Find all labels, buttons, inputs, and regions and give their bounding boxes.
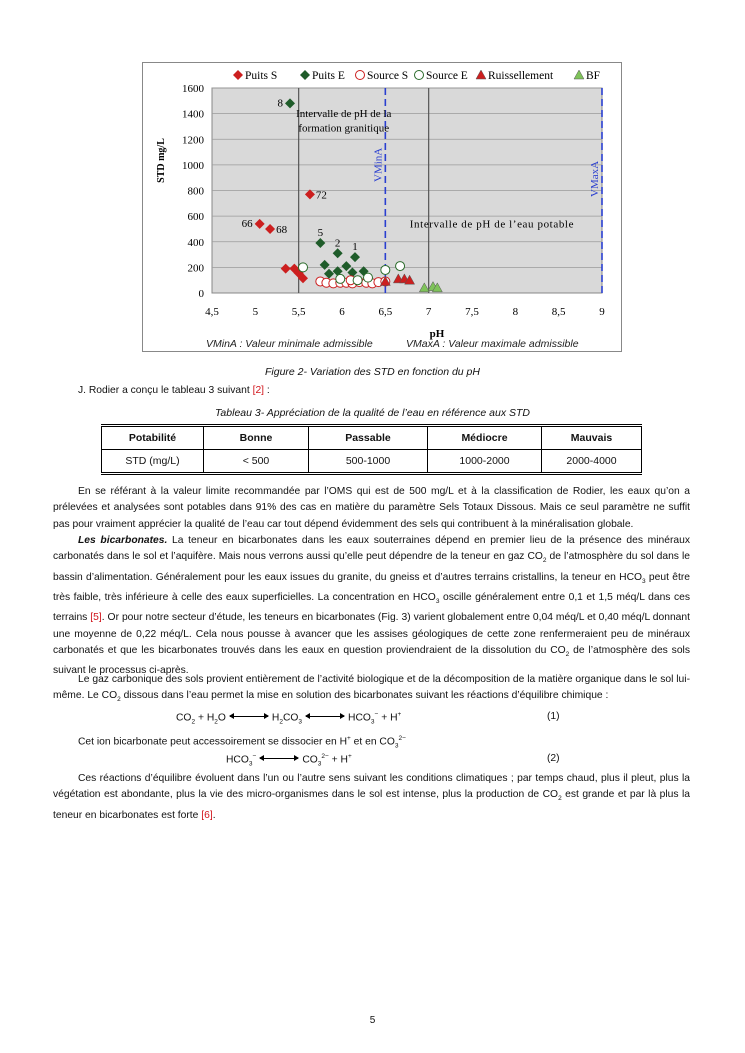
data-label: 1 — [352, 241, 358, 254]
data-point — [396, 262, 405, 271]
data-point — [299, 263, 308, 272]
paragraph-equilibre: Ces réactions d’équilibre évoluent dans l’un ou l’autre sens suivant les conditions climatiques ; par temps chaud, plus il pleut, plus la végétation est abondante, plus la vie des micro-organismes dans le sol est intense, plus la production de $CO_2$ est grande et par là plus la teneur en bicarbonates est forte [6]. — [53, 773, 690, 821]
data-label: 68 — [276, 223, 288, 236]
p5-text-a: Ces réactions d’équilibre évoluent dans l’un ou l’autre sens suivant les conditions climatiques ; par temps chaud, plus il pleut, plus la végétation est abondante, plus la vie des micro-organismes dans le sol est intense, plus la production de CO — [53, 773, 690, 801]
table-header: Mauvais — [542, 426, 642, 450]
data-label: 72 — [315, 189, 327, 202]
equation-2: $HCO_3^-$ $CO_3^{2-} + H^+$ — [226, 753, 352, 768]
intro-end: : — [264, 385, 270, 396]
vline-label-vmaxa: VMaxA — [589, 160, 601, 197]
std-quality-table — [101, 424, 642, 475]
table-header: Passable — [309, 426, 428, 450]
p2-text-a: La teneur en bicarbonates dans les eaux souterraines dépend en premier lieu de la présence des minéraux carbonatés dans le sol et l’aquifère. Mais nous verrons aussi qu’elle peut dépendre de la teneur en gaz CO — [53, 535, 690, 563]
p2-text-b: de l’atmosphère du sol dans le bassin d’alimentation. Généralement pour les eaux issues du granite, du gneiss et d’autres terrains cristallins, la teneur en HCO — [53, 551, 690, 583]
table-header: Médiocre — [428, 426, 542, 450]
legend-marker — [356, 71, 365, 80]
y-tick-label: 400 — [187, 236, 204, 249]
table-cell: STD (mg/L) — [102, 450, 204, 474]
table-caption: Tableau 3- Appréciation de la qualité de l’eau en référence aux STD — [214, 407, 530, 419]
p4-text-b: et en CO — [350, 736, 395, 748]
data-label: 66 — [241, 217, 253, 230]
p2-text-e: . Or pour notre secteur d’étude, les teneurs en bicarbonates (Fig. 3) varient globalement entre 0,04 méq/L et 0,40 méq/L donnant une moyenne de 0,22 méq/L. Cela nous pousse à avancer que les assises géologiques de cette zone renfermeraient peu de minéraux carbonatés et que les bicarbonates trouvés dans les eaux en question proviendraient de la dissolution du CO — [53, 612, 691, 656]
x-tick-label: 4,5 — [205, 306, 219, 318]
data-label: 2 — [334, 237, 341, 250]
paragraph-gaz-carbonique: Le gaz carbonique des sols provient entièrement de l’activité biologique et de la décomposition de la matière organique dans le sol lui-même. Le $CO_2$ dissous dans l’eau permet la mise en solution des bicarbonates suivant les réactions d’équilibre chimique : — [53, 674, 690, 704]
data-label: 8 — [277, 97, 283, 110]
x-tick-label: 8,5 — [551, 306, 566, 318]
legend-marker — [415, 71, 424, 80]
p4-text-a: Cet ion bicarbonate peut accessoirement se dissocier en H — [78, 736, 348, 748]
table-header-row — [102, 426, 642, 450]
data-label: 5 — [317, 227, 324, 240]
vline-label-vmina: VMinA — [372, 147, 385, 182]
x-tick-label: 9 — [599, 306, 605, 318]
data-point — [381, 265, 390, 274]
p2-text-c: peut être très faible, très inférieure à celle des eaux superficielles. La concentration en HCO — [53, 571, 690, 603]
bicarbonates-heading: Les bicarbonates. — [78, 535, 168, 546]
legend-label: Source E — [426, 70, 468, 82]
legend-label: BF — [586, 70, 601, 82]
table-row — [102, 450, 642, 474]
x-tick-label: 6,5 — [378, 306, 393, 318]
intro-text: J. Rodier a conçu le tableau 3 suivant — [78, 385, 250, 396]
x-tick-label: 7 — [425, 306, 432, 318]
legend-label: Puits S — [245, 70, 278, 82]
ref-6[interactable]: [6] — [201, 809, 213, 821]
y-tick-label: 600 — [187, 211, 204, 224]
p5-text-b: est grande et par là plus la teneur en bicarbonates est forte — [53, 789, 690, 821]
legend-label: Puits E — [312, 70, 345, 82]
y-tick-label: 0 — [198, 288, 204, 300]
data-point — [364, 273, 373, 282]
p5-text-c: . — [212, 809, 216, 821]
vmaxa-note: VMaxA : Valeur maximale admissible — [406, 338, 579, 350]
legend-label: Ruissellement — [488, 70, 554, 82]
p3-text-a: Le gaz carbonique des sols provient entièrement de l’activité biologique et de la décomposition de la matière organique dans le sol lui-même. Le CO — [53, 674, 690, 702]
x-tick-label: 6 — [339, 306, 345, 318]
p2-text-f: de l’atmosphère des sols suivant le processus ci-après. — [53, 644, 690, 677]
y-tick-label: 800 — [187, 185, 204, 198]
annotation-potable: Intervalle de pH de l’eau potable — [409, 218, 575, 231]
ref-5[interactable]: [5] — [90, 612, 102, 624]
annotation-granite-1: Intervalle de pH de la — [296, 107, 392, 120]
x-tick-label: 8 — [512, 306, 519, 318]
x-tick-label: 7,5 — [465, 306, 479, 318]
table-cell: 1000-2000 — [428, 450, 542, 474]
table-header: Bonne — [204, 426, 309, 450]
y-tick-label: 1400 — [182, 108, 204, 121]
p3-text-b: dissous dans l’eau permet la mise en solution des bicarbonates suivant les réactions d’équilibre chimique : — [120, 690, 609, 702]
x-axis-label: pH — [429, 328, 445, 340]
legend-label: Source S — [367, 70, 409, 82]
x-tick-label: 5,5 — [291, 306, 306, 318]
table-cell: 500-1000 — [309, 450, 428, 474]
page-number: 5 — [369, 1015, 376, 1026]
y-tick-label: 1600 — [182, 83, 204, 95]
y-axis-label: STD mg/L — [156, 138, 167, 183]
std-ph-chart — [142, 62, 622, 352]
intro-line — [78, 385, 270, 396]
data-point — [336, 274, 345, 283]
annotation-granite-2: formation granitique — [298, 122, 390, 135]
vmina-note: VMinA : Valeur minimale admissible — [206, 338, 373, 350]
paragraph-bicarbonates: Les bicarbonates. La teneur en bicarbonates dans les eaux souterraines dépend en premier lieu de la présence des minéraux carbonatés dans le sol et l’aquifère. Mais nous verrons aussi qu’elle peut dépendre de la teneur en gaz $CO_2$ de l’atmosphère du sol dans le bassin d’alimentation. Généralement pour les eaux issues du granite, du gneiss et d’autres terrains cristallins, la teneur en $HCO_3$ peut être très faible, très inférieure à celle des eaux superficielles. La concentration en $HCO_3$ oscille généralement entre 0,1 et 1,5 méq/L dans ces terrains [5]. Or pour notre secteur d’étude, les teneurs en bicarbonates (Fig. 3) varient globalement entre 0,04 méq/L et 0,40 méq/L donnant une moyenne de 0,22 méq/L. Cela nous pousse à avancer que les assises géologiques de cette zone renfermeraient peu de minéraux carbonatés et que les bicarbonates trouvés dans les eaux en question proviendraient de la dissolution du $CO_2$ de l’atmosphère des sols suivant le processus ci-après. — [53, 535, 691, 677]
y-tick-label: 1000 — [182, 159, 204, 172]
paragraph-oms: En se référant à la valeur limite recommandée par l’OMS qui est de 500 mg/L et à la classification de Rodier, les eaux qu’on a prélevées et analysées sont potables dans 91% des cas en matière du paramètre Sels Totaux Dissous. Mais ce seul paramètre ne suffit pas pour vraiment apprécier la qualité de l’eau car tout dépend évidemment des sels qui contribuent à la minéralisation globale. — [53, 486, 690, 530]
equation-1-number: (1) — [547, 711, 560, 722]
y-tick-label: 1200 — [182, 134, 204, 147]
data-point — [353, 276, 362, 285]
figure-caption: Figure 2- Variation des STD en fonction du pH — [265, 366, 480, 378]
equation-2-number: (2) — [547, 753, 560, 764]
equation-1: $CO_2 + H_2O$ $H_2CO_3$ $HCO_3^- + H^+$ — [176, 711, 402, 726]
table-header: Potabilité — [102, 426, 204, 450]
table-cell: 2000-4000 — [542, 450, 642, 474]
paragraph-dissociation: Cet ion bicarbonate peut accessoirement se dissocier en H+ et en $CO_3^{2-}$ — [78, 735, 406, 750]
x-tick-label: 5 — [252, 306, 259, 318]
y-tick-label: 200 — [187, 262, 204, 275]
ref-2[interactable]: [2] — [252, 385, 265, 396]
p2-text-d: oscille généralement entre 0,1 et 1,5 méq/L dans ces terrains — [53, 591, 691, 624]
table-cell: < 500 — [204, 450, 309, 474]
